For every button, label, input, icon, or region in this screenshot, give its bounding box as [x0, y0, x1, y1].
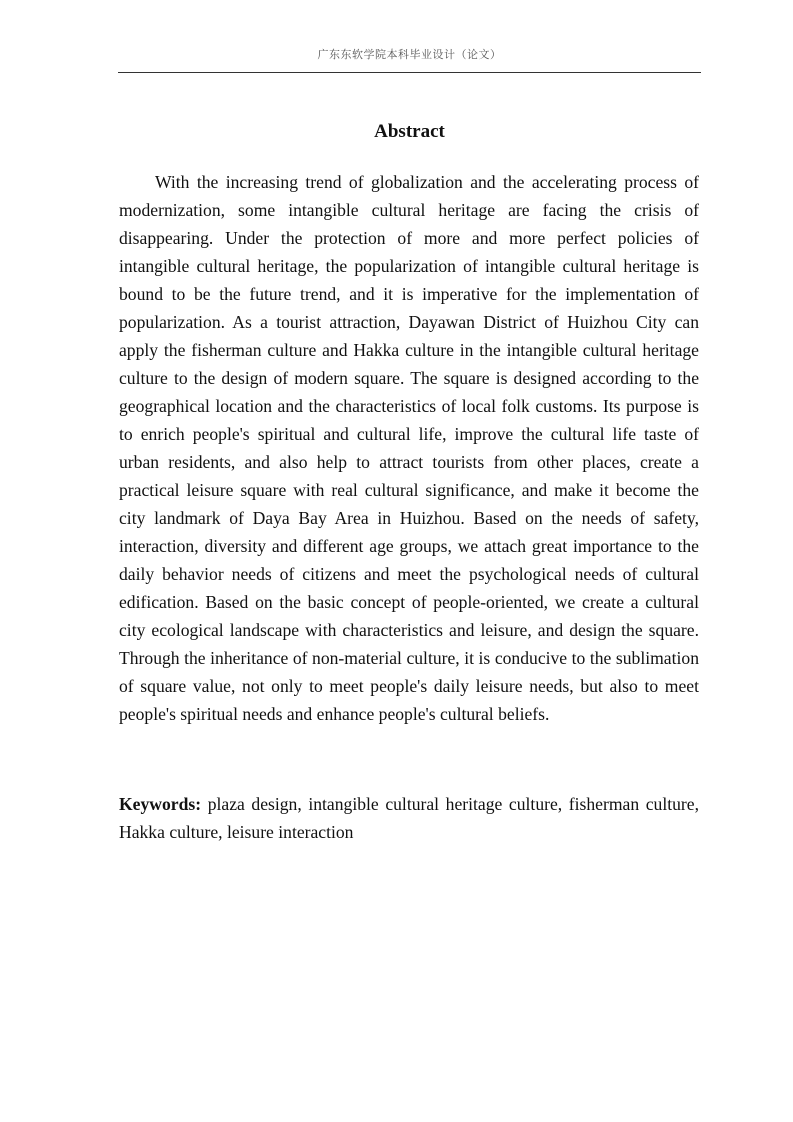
abstract-body: With the increasing trend of globalization and the accelerating process of modernization, some intangible cultural heritage are facing the crisis of disappearing. Under the protection of more and more perfect policies of intangible cultural heritage, the popularization of intangible cultural heritage is bound to be the future trend, and it is imperative for the implementation of popularization. As a tourist attraction, Dayawan District of Huizhou City can apply the fisherman culture and Hakka culture in the intangible cultural heritage culture to the design of modern square. The square is designed according to the geographical location and the characteristics of local folk customs. Its purpose is to enrich people's spiritual and cultural life, improve the cultural life taste of urban residents, and also help to attract tourists from other places, create a practical leisure square with real cultural significance, and make it become the city landmark of Daya Bay Area in Huizhou. Based on the needs of safety, interaction, diversity and different age groups, we attach great importance to the daily behavior needs of citizens and meet the psychological needs of cultural edification. Based on the basic concept of people-oriented, we create a cultural city ecological landscape with characteristics and leisure, and design the square. Through the inheritance of non-material culture, it is conducive to the sublimation of square value, not only to meet people's daily leisure needs, but also to meet people's spiritual needs and enhance people's cultural beliefs.	[119, 172, 699, 724]
keywords-paragraph	[119, 790, 699, 846]
abstract-title: Abstract	[374, 121, 445, 142]
keywords-text: plaza design, intangible cultural heritage culture, fisherman culture, Hakka culture, leisure interaction	[119, 794, 699, 842]
header-divider	[118, 72, 701, 73]
keywords-label: Keywords:	[119, 794, 202, 814]
running-header: 广东东软学院本科毕业设计（论文）	[317, 48, 502, 61]
